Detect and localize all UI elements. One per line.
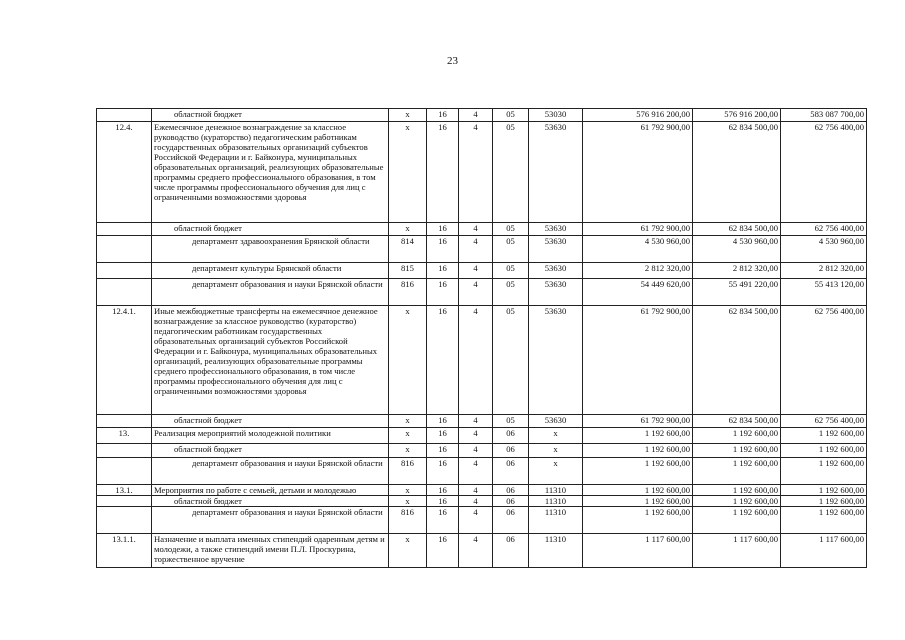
page-number: 23 [447, 55, 458, 67]
table-row [97, 263, 867, 279]
program-code-cell: 05 [493, 306, 529, 415]
program-code-cell: 06 [493, 444, 529, 458]
table-row [97, 485, 867, 496]
direction-code-cell: 53630 [529, 279, 583, 306]
amount-year2-cell: 62 834 500,00 [693, 306, 781, 415]
amount-year3-cell: 1 192 600,00 [781, 458, 867, 485]
subsection-code-cell: 4 [459, 428, 493, 444]
program-code-cell: 05 [493, 415, 529, 428]
admin-code-cell: 814 [389, 236, 427, 263]
row-number-cell [97, 496, 152, 507]
amount-year2-cell: 576 916 200,00 [693, 109, 781, 122]
admin-code-cell: x [389, 415, 427, 428]
table-row [97, 444, 867, 458]
amount-year1-cell: 54 449 620,00 [583, 279, 693, 306]
section-code-cell: 16 [427, 485, 459, 496]
subsection-code-cell: 4 [459, 485, 493, 496]
row-number-cell: 13.1. [97, 485, 152, 496]
program-code-cell: 05 [493, 263, 529, 279]
amount-year2-cell: 1 192 600,00 [693, 507, 781, 534]
table-row [97, 415, 867, 428]
row-number-cell [97, 109, 152, 122]
table-row [97, 507, 867, 534]
amount-year2-cell: 4 530 960,00 [693, 236, 781, 263]
row-name-cell: Ежемесячное денежное вознаграждение за классное руководство (кураторство) педагогическим работникам государственных образовательных организаций субъектов Российской Федерации и г. Байконура, муниципальных образовательных организаций, реализующих образовательные программы среднего профессионального образования, в том числе программы профессионального обучения для лиц с ограниченными возможностями здоровья [152, 122, 389, 223]
amount-year2-cell: 1 192 600,00 [693, 444, 781, 458]
admin-code-cell: 815 [389, 263, 427, 279]
amount-year3-cell: 1 192 600,00 [781, 485, 867, 496]
amount-year1-cell: 61 792 900,00 [583, 122, 693, 223]
program-code-cell: 06 [493, 507, 529, 534]
program-code-cell: 05 [493, 279, 529, 306]
amount-year1-cell: 1 192 600,00 [583, 428, 693, 444]
amount-year2-cell: 1 192 600,00 [693, 428, 781, 444]
row-name-cell: областной бюджет [152, 415, 389, 428]
program-code-cell: 06 [493, 534, 529, 568]
direction-code-cell: 53630 [529, 306, 583, 415]
amount-year3-cell: 2 812 320,00 [781, 263, 867, 279]
direction-code-cell: x [529, 428, 583, 444]
subsection-code-cell: 4 [459, 458, 493, 485]
admin-code-cell: x [389, 534, 427, 568]
amount-year1-cell: 1 192 600,00 [583, 444, 693, 458]
admin-code-cell: 816 [389, 458, 427, 485]
section-code-cell: 16 [427, 306, 459, 415]
subsection-code-cell: 4 [459, 263, 493, 279]
direction-code-cell: x [529, 444, 583, 458]
program-code-cell: 06 [493, 428, 529, 444]
amount-year2-cell: 1 117 600,00 [693, 534, 781, 568]
amount-year2-cell: 62 834 500,00 [693, 223, 781, 236]
row-name-cell: областной бюджет [152, 496, 389, 507]
direction-code-cell: 53630 [529, 415, 583, 428]
program-code-cell: 05 [493, 223, 529, 236]
admin-code-cell: 816 [389, 279, 427, 306]
amount-year2-cell: 62 834 500,00 [693, 415, 781, 428]
budget-table [96, 108, 867, 568]
amount-year1-cell: 1 117 600,00 [583, 534, 693, 568]
direction-code-cell: x [529, 458, 583, 485]
table-row [97, 109, 867, 122]
amount-year1-cell: 576 916 200,00 [583, 109, 693, 122]
program-code-cell: 05 [493, 236, 529, 263]
amount-year2-cell: 55 491 220,00 [693, 279, 781, 306]
admin-code-cell: x [389, 306, 427, 415]
row-name-cell: департамент образования и науки Брянской области [152, 507, 389, 534]
row-number-cell [97, 279, 152, 306]
amount-year1-cell: 61 792 900,00 [583, 306, 693, 415]
row-name-cell: Иные межбюджетные трансферты на ежемесячное денежное вознаграждение за классное руководство (кураторство) педагогическим работникам государственных образовательных организаций субъектов Российской Федерации и г. Байконура, муниципальных образовательных организаций, реализующих образовательные программы среднего профессионального образования, в том числе программы профессионального обучения для лиц с ограниченными возможностями здоровья [152, 306, 389, 415]
direction-code-cell: 11310 [529, 496, 583, 507]
direction-code-cell: 11310 [529, 485, 583, 496]
amount-year1-cell: 61 792 900,00 [583, 223, 693, 236]
table-row [97, 279, 867, 306]
subsection-code-cell: 4 [459, 122, 493, 223]
program-code-cell: 05 [493, 109, 529, 122]
row-number-cell [97, 458, 152, 485]
subsection-code-cell: 4 [459, 415, 493, 428]
amount-year3-cell: 1 192 600,00 [781, 496, 867, 507]
subsection-code-cell: 4 [459, 109, 493, 122]
subsection-code-cell: 4 [459, 496, 493, 507]
amount-year1-cell: 2 812 320,00 [583, 263, 693, 279]
direction-code-cell: 53630 [529, 122, 583, 223]
section-code-cell: 16 [427, 263, 459, 279]
admin-code-cell: 816 [389, 507, 427, 534]
direction-code-cell: 53030 [529, 109, 583, 122]
section-code-cell: 16 [427, 279, 459, 306]
amount-year3-cell: 583 087 700,00 [781, 109, 867, 122]
section-code-cell: 16 [427, 507, 459, 534]
row-name-cell: департамент культуры Брянской области [152, 263, 389, 279]
row-number-cell [97, 223, 152, 236]
amount-year1-cell: 1 192 600,00 [583, 507, 693, 534]
amount-year2-cell: 1 192 600,00 [693, 496, 781, 507]
subsection-code-cell: 4 [459, 306, 493, 415]
amount-year2-cell: 2 812 320,00 [693, 263, 781, 279]
table-row [97, 223, 867, 236]
row-name-cell: Реализация мероприятий молодежной политики [152, 428, 389, 444]
subsection-code-cell: 4 [459, 534, 493, 568]
subsection-code-cell: 4 [459, 444, 493, 458]
table-row [97, 496, 867, 507]
row-name-cell: областной бюджет [152, 444, 389, 458]
program-code-cell: 05 [493, 122, 529, 223]
section-code-cell: 16 [427, 496, 459, 507]
section-code-cell: 16 [427, 415, 459, 428]
admin-code-cell: x [389, 109, 427, 122]
direction-code-cell: 53630 [529, 263, 583, 279]
section-code-cell: 16 [427, 458, 459, 485]
direction-code-cell: 53630 [529, 223, 583, 236]
table-row [97, 458, 867, 485]
admin-code-cell: x [389, 122, 427, 223]
direction-code-cell: 11310 [529, 507, 583, 534]
program-code-cell: 06 [493, 485, 529, 496]
section-code-cell: 16 [427, 109, 459, 122]
table-row [97, 428, 867, 444]
amount-year3-cell: 62 756 400,00 [781, 223, 867, 236]
row-name-cell: областной бюджет [152, 109, 389, 122]
amount-year1-cell: 1 192 600,00 [583, 458, 693, 485]
row-name-cell: Мероприятия по работе с семьей, детьми и молодежью [152, 485, 389, 496]
amount-year1-cell: 1 192 600,00 [583, 496, 693, 507]
subsection-code-cell: 4 [459, 223, 493, 236]
row-name-cell: департамент здравоохранения Брянской области [152, 236, 389, 263]
amount-year3-cell: 62 756 400,00 [781, 415, 867, 428]
row-number-cell [97, 507, 152, 534]
amount-year1-cell: 1 192 600,00 [583, 485, 693, 496]
subsection-code-cell: 4 [459, 507, 493, 534]
amount-year3-cell: 4 530 960,00 [781, 236, 867, 263]
amount-year3-cell: 55 413 120,00 [781, 279, 867, 306]
section-code-cell: 16 [427, 122, 459, 223]
amount-year2-cell: 1 192 600,00 [693, 485, 781, 496]
amount-year3-cell: 62 756 400,00 [781, 122, 867, 223]
amount-year3-cell: 1 192 600,00 [781, 428, 867, 444]
section-code-cell: 16 [427, 534, 459, 568]
admin-code-cell: x [389, 485, 427, 496]
section-code-cell: 16 [427, 428, 459, 444]
row-number-cell: 12.4.1. [97, 306, 152, 415]
table-row [97, 306, 867, 415]
table-row [97, 122, 867, 223]
admin-code-cell: x [389, 496, 427, 507]
section-code-cell: 16 [427, 236, 459, 263]
row-name-cell: департамент образования и науки Брянской области [152, 458, 389, 485]
row-name-cell: Назначение и выплата именных стипендий одаренным детям и молодежи, а также стипендий имени П.Л. Проскурина, торжественное вручение [152, 534, 389, 568]
direction-code-cell: 53630 [529, 236, 583, 263]
direction-code-cell: 11310 [529, 534, 583, 568]
amount-year2-cell: 1 192 600,00 [693, 458, 781, 485]
row-name-cell: департамент образования и науки Брянской области [152, 279, 389, 306]
row-number-cell [97, 236, 152, 263]
amount-year3-cell: 1 192 600,00 [781, 507, 867, 534]
amount-year1-cell: 4 530 960,00 [583, 236, 693, 263]
admin-code-cell: x [389, 444, 427, 458]
amount-year3-cell: 62 756 400,00 [781, 306, 867, 415]
table-row [97, 534, 867, 568]
table-body [97, 109, 867, 568]
subsection-code-cell: 4 [459, 236, 493, 263]
table-row [97, 236, 867, 263]
row-number-cell: 12.4. [97, 122, 152, 223]
row-number-cell: 13. [97, 428, 152, 444]
admin-code-cell: x [389, 428, 427, 444]
amount-year3-cell: 1 117 600,00 [781, 534, 867, 568]
amount-year2-cell: 62 834 500,00 [693, 122, 781, 223]
admin-code-cell: x [389, 223, 427, 236]
section-code-cell: 16 [427, 444, 459, 458]
row-number-cell [97, 263, 152, 279]
row-number-cell: 13.1.1. [97, 534, 152, 568]
amount-year3-cell: 1 192 600,00 [781, 444, 867, 458]
row-number-cell [97, 444, 152, 458]
section-code-cell: 16 [427, 223, 459, 236]
program-code-cell: 06 [493, 458, 529, 485]
row-number-cell [97, 415, 152, 428]
amount-year1-cell: 61 792 900,00 [583, 415, 693, 428]
row-name-cell: областной бюджет [152, 223, 389, 236]
subsection-code-cell: 4 [459, 279, 493, 306]
program-code-cell: 06 [493, 496, 529, 507]
